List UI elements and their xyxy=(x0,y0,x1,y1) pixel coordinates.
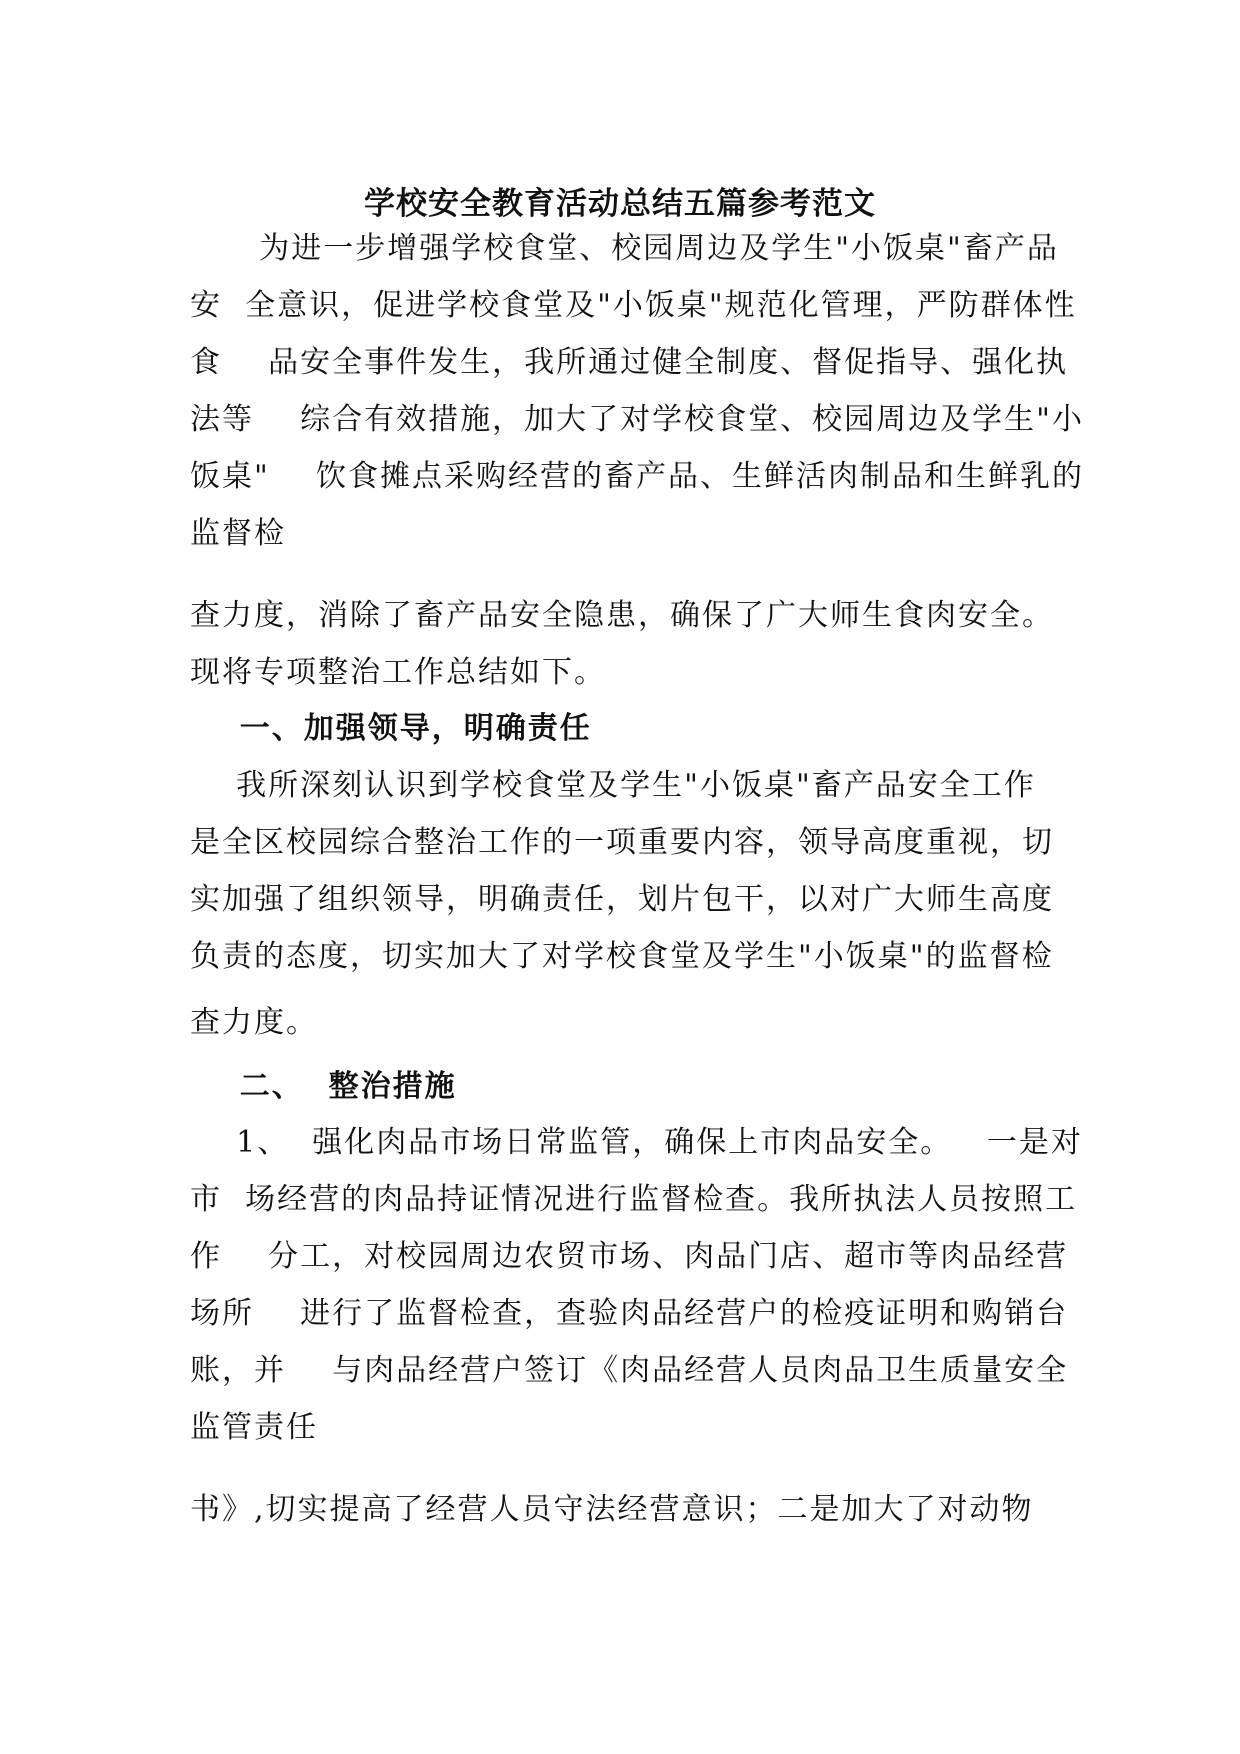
paragraph-line: 现将专项整治工作总结如下。 xyxy=(190,655,606,690)
paragraph-line: 监管责任 xyxy=(190,1410,318,1445)
section-heading-2: 二、 整治措施 xyxy=(190,1069,457,1104)
paragraph-line: 场所 进行了监督检查，查验肉品经营户的检疫证明和购销台 xyxy=(190,1296,1069,1331)
section-heading-1: 一、加强领导，明确责任 xyxy=(190,711,592,746)
document-title: 学校安全教育活动总结五篇参考范文 xyxy=(364,186,876,222)
paragraph-line: 实加强了组织领导，明确责任，划片包干，以对广大师生高度 xyxy=(190,882,1054,917)
paragraph-line: 为进一步增强学校食堂、校园周边及学生"小饭桌"畜产品 xyxy=(190,231,1059,266)
paragraph-line: 查力度。 xyxy=(190,1005,318,1040)
paragraph-line: 1、 强化肉品市场日常监管，确保上市肉品安全。 一是对 xyxy=(190,1125,1083,1160)
paragraph-line: 是全区校园综合整治工作的一项重要内容，领导高度重视，切 xyxy=(190,825,1054,860)
paragraph-line: 负责的态度，切实加大了对学校食堂及学生"小饭桌"的监督检 xyxy=(190,939,1054,974)
paragraph-line: 市 场经营的肉品持证情况进行监督检查。我所执法人员按照工 xyxy=(190,1182,1078,1217)
paragraph-line: 查力度，消除了畜产品安全隐患，确保了广大师生食肉安全。 xyxy=(190,598,1054,633)
paragraph-line: 饭桌" 饮食摊点采购经营的畜产品、生鲜活肉制品和生鲜乳的 xyxy=(190,459,1084,494)
paragraph-line: 监督检 xyxy=(190,516,286,551)
paragraph-line: 安 全意识，促进学校食堂及"小饭桌"规范化管理，严防群体性 xyxy=(190,288,1077,323)
paragraph-line: 书》,切实提高了经营人员守法经营意识；二是加大了对动物 xyxy=(190,1492,1034,1527)
paragraph-line: 法等 综合有效措施，加大了对学校食堂、校园周边及学生"小 xyxy=(190,402,1084,437)
paragraph-line: 账，并 与肉品经营户签订《肉品经营人员肉品卫生质量安全 xyxy=(190,1353,1069,1388)
paragraph-line: 食 品安全事件发生，我所通过健全制度、督促指导、强化执 xyxy=(190,345,1069,380)
paragraph-line: 作 分工，对校园周边农贸市场、肉品门店、超市等肉品经营 xyxy=(190,1239,1069,1274)
paragraph-line: 我所深刻认识到学校食堂及学生"小饭桌"畜产品安全工作 xyxy=(190,768,1036,803)
